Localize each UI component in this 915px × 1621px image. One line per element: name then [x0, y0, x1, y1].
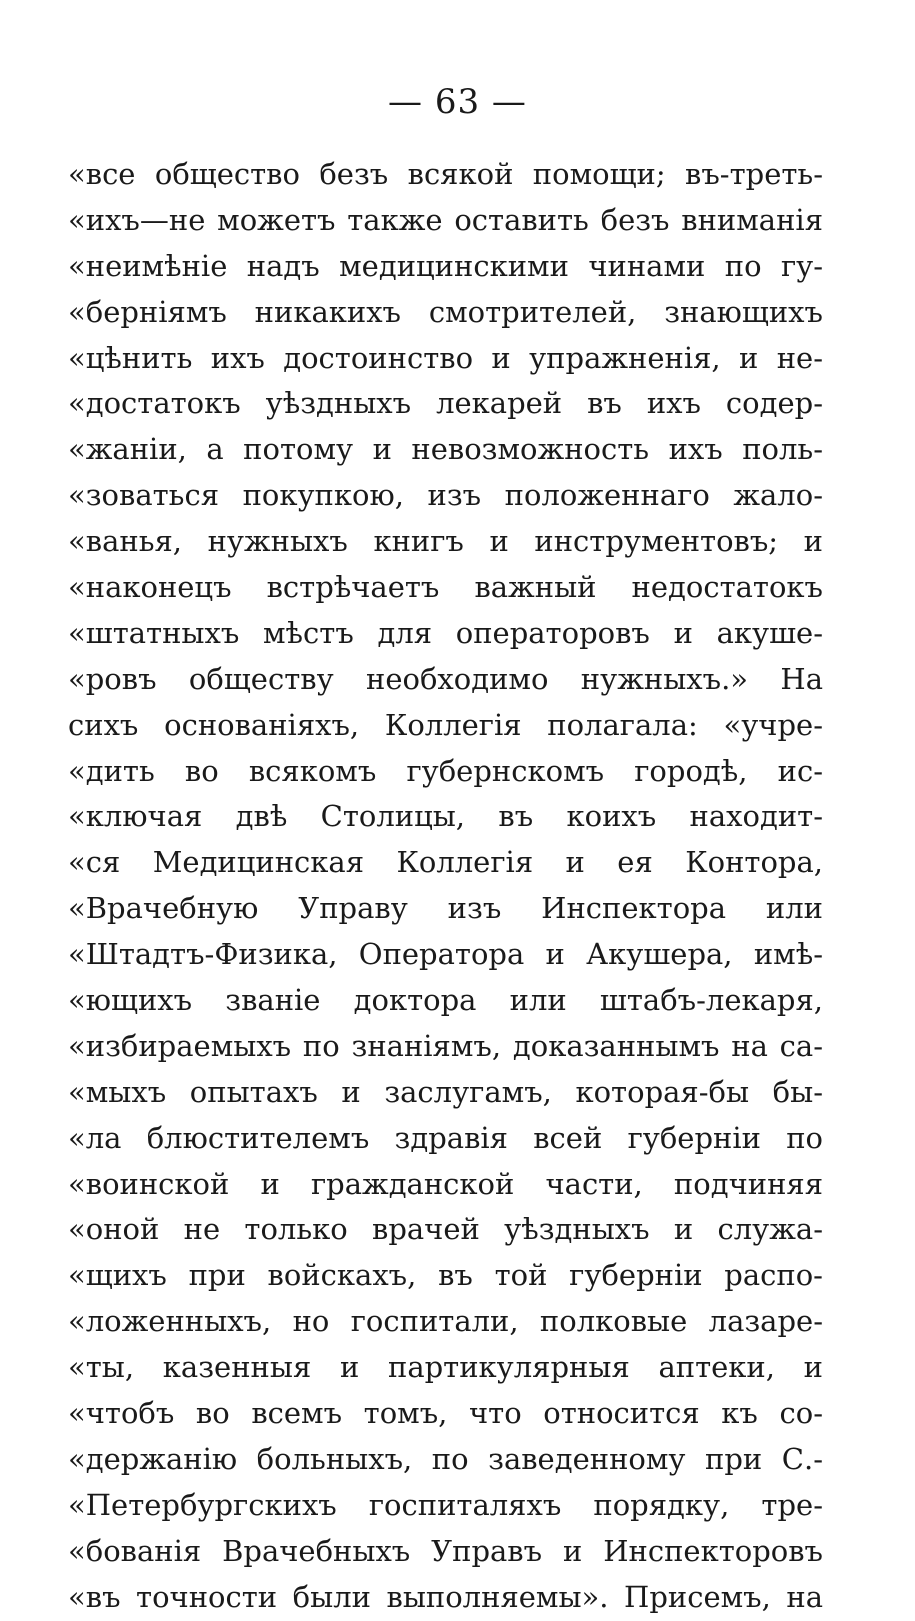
text-line: «ровъ обществу необходимо нужныхъ.» На — [68, 661, 823, 696]
text-line: «жаніи, а потому и невозможность ихъ поль- — [68, 432, 823, 467]
text-line: «бованія Врачебныхъ Управъ и Инспекторовъ — [68, 1533, 823, 1568]
text-line: «Штадтъ-Физика, Оператора и Акушера, имѣ- — [68, 937, 823, 972]
text-line: «ванья, нужныхъ книгъ и инструментовъ; и — [68, 524, 823, 559]
text-line: «ложенныхъ, но госпитали, полковые лазаре- — [68, 1304, 823, 1339]
text-line: «ла блюстителемъ здравія всей губерніи по — [68, 1120, 823, 1155]
text-line: сихъ основаніяхъ, Коллегія полагала: «учре- — [68, 707, 823, 742]
page-number: — 63 — — [388, 82, 527, 122]
text-line: «ключая двѣ Столицы, въ коихъ находит- — [68, 799, 823, 834]
text-line: «оной не только врачей уѣздныхъ и служа- — [68, 1212, 823, 1247]
text-line: «держанію больныхъ, по заведенному при С.- — [68, 1441, 823, 1476]
text-line: «берніямъ никакихъ смотрителей, знающихъ — [68, 294, 823, 329]
text-line: «Петербургскихъ госпиталяхъ порядку, тре- — [68, 1487, 823, 1522]
text-line: «ихъ—не можетъ также оставить безъ вниманія — [68, 202, 823, 237]
body-text — [68, 152, 823, 1621]
text-line: «мыхъ опытахъ и заслугамъ, которая-бы бы- — [68, 1074, 823, 1109]
text-line: «воинской и гражданской части, подчиняя — [68, 1166, 823, 1201]
text-line: «наконецъ встрѣчаетъ важный недостатокъ — [68, 570, 823, 605]
text-line: «ся Медицинская Коллегія и ея Контора, — [68, 845, 823, 880]
text-line: «щихъ при войскахъ, въ той губерніи распо- — [68, 1258, 823, 1293]
text-line: «ющихъ званіе доктора или штабъ-лекаря, — [68, 983, 823, 1018]
text-line: «штатныхъ мѣстъ для операторовъ и акуше- — [68, 615, 823, 650]
text-line: «дить во всякомъ губернскомъ городѣ, ис- — [68, 753, 823, 788]
text-line: «ты, казенныя и партикулярныя аптеки, и — [68, 1350, 823, 1385]
text-line: «Врачебную Управу изъ Инспектора или — [68, 891, 823, 926]
text-line: «чтобъ во всемъ томъ, что относится къ со- — [68, 1396, 823, 1431]
text-line: «неимѣніе надъ медицинскими чинами по гу- — [68, 248, 823, 283]
text-line: «зоваться покупкою, изъ положеннаго жало- — [68, 478, 823, 513]
text-line: «въ точности были выполняемы». Присемъ, на — [68, 1579, 823, 1614]
text-line: «достатокъ уѣздныхъ лекарей въ ихъ содер- — [68, 386, 823, 421]
text-line: «избираемыхъ по знаніямъ, доказаннымъ на са- — [68, 1028, 823, 1063]
text-line: «все общество безъ всякой помощи; въ-треть- — [68, 157, 823, 191]
text-line: «цѣнить ихъ достоинство и упражненія, и не- — [68, 340, 823, 375]
